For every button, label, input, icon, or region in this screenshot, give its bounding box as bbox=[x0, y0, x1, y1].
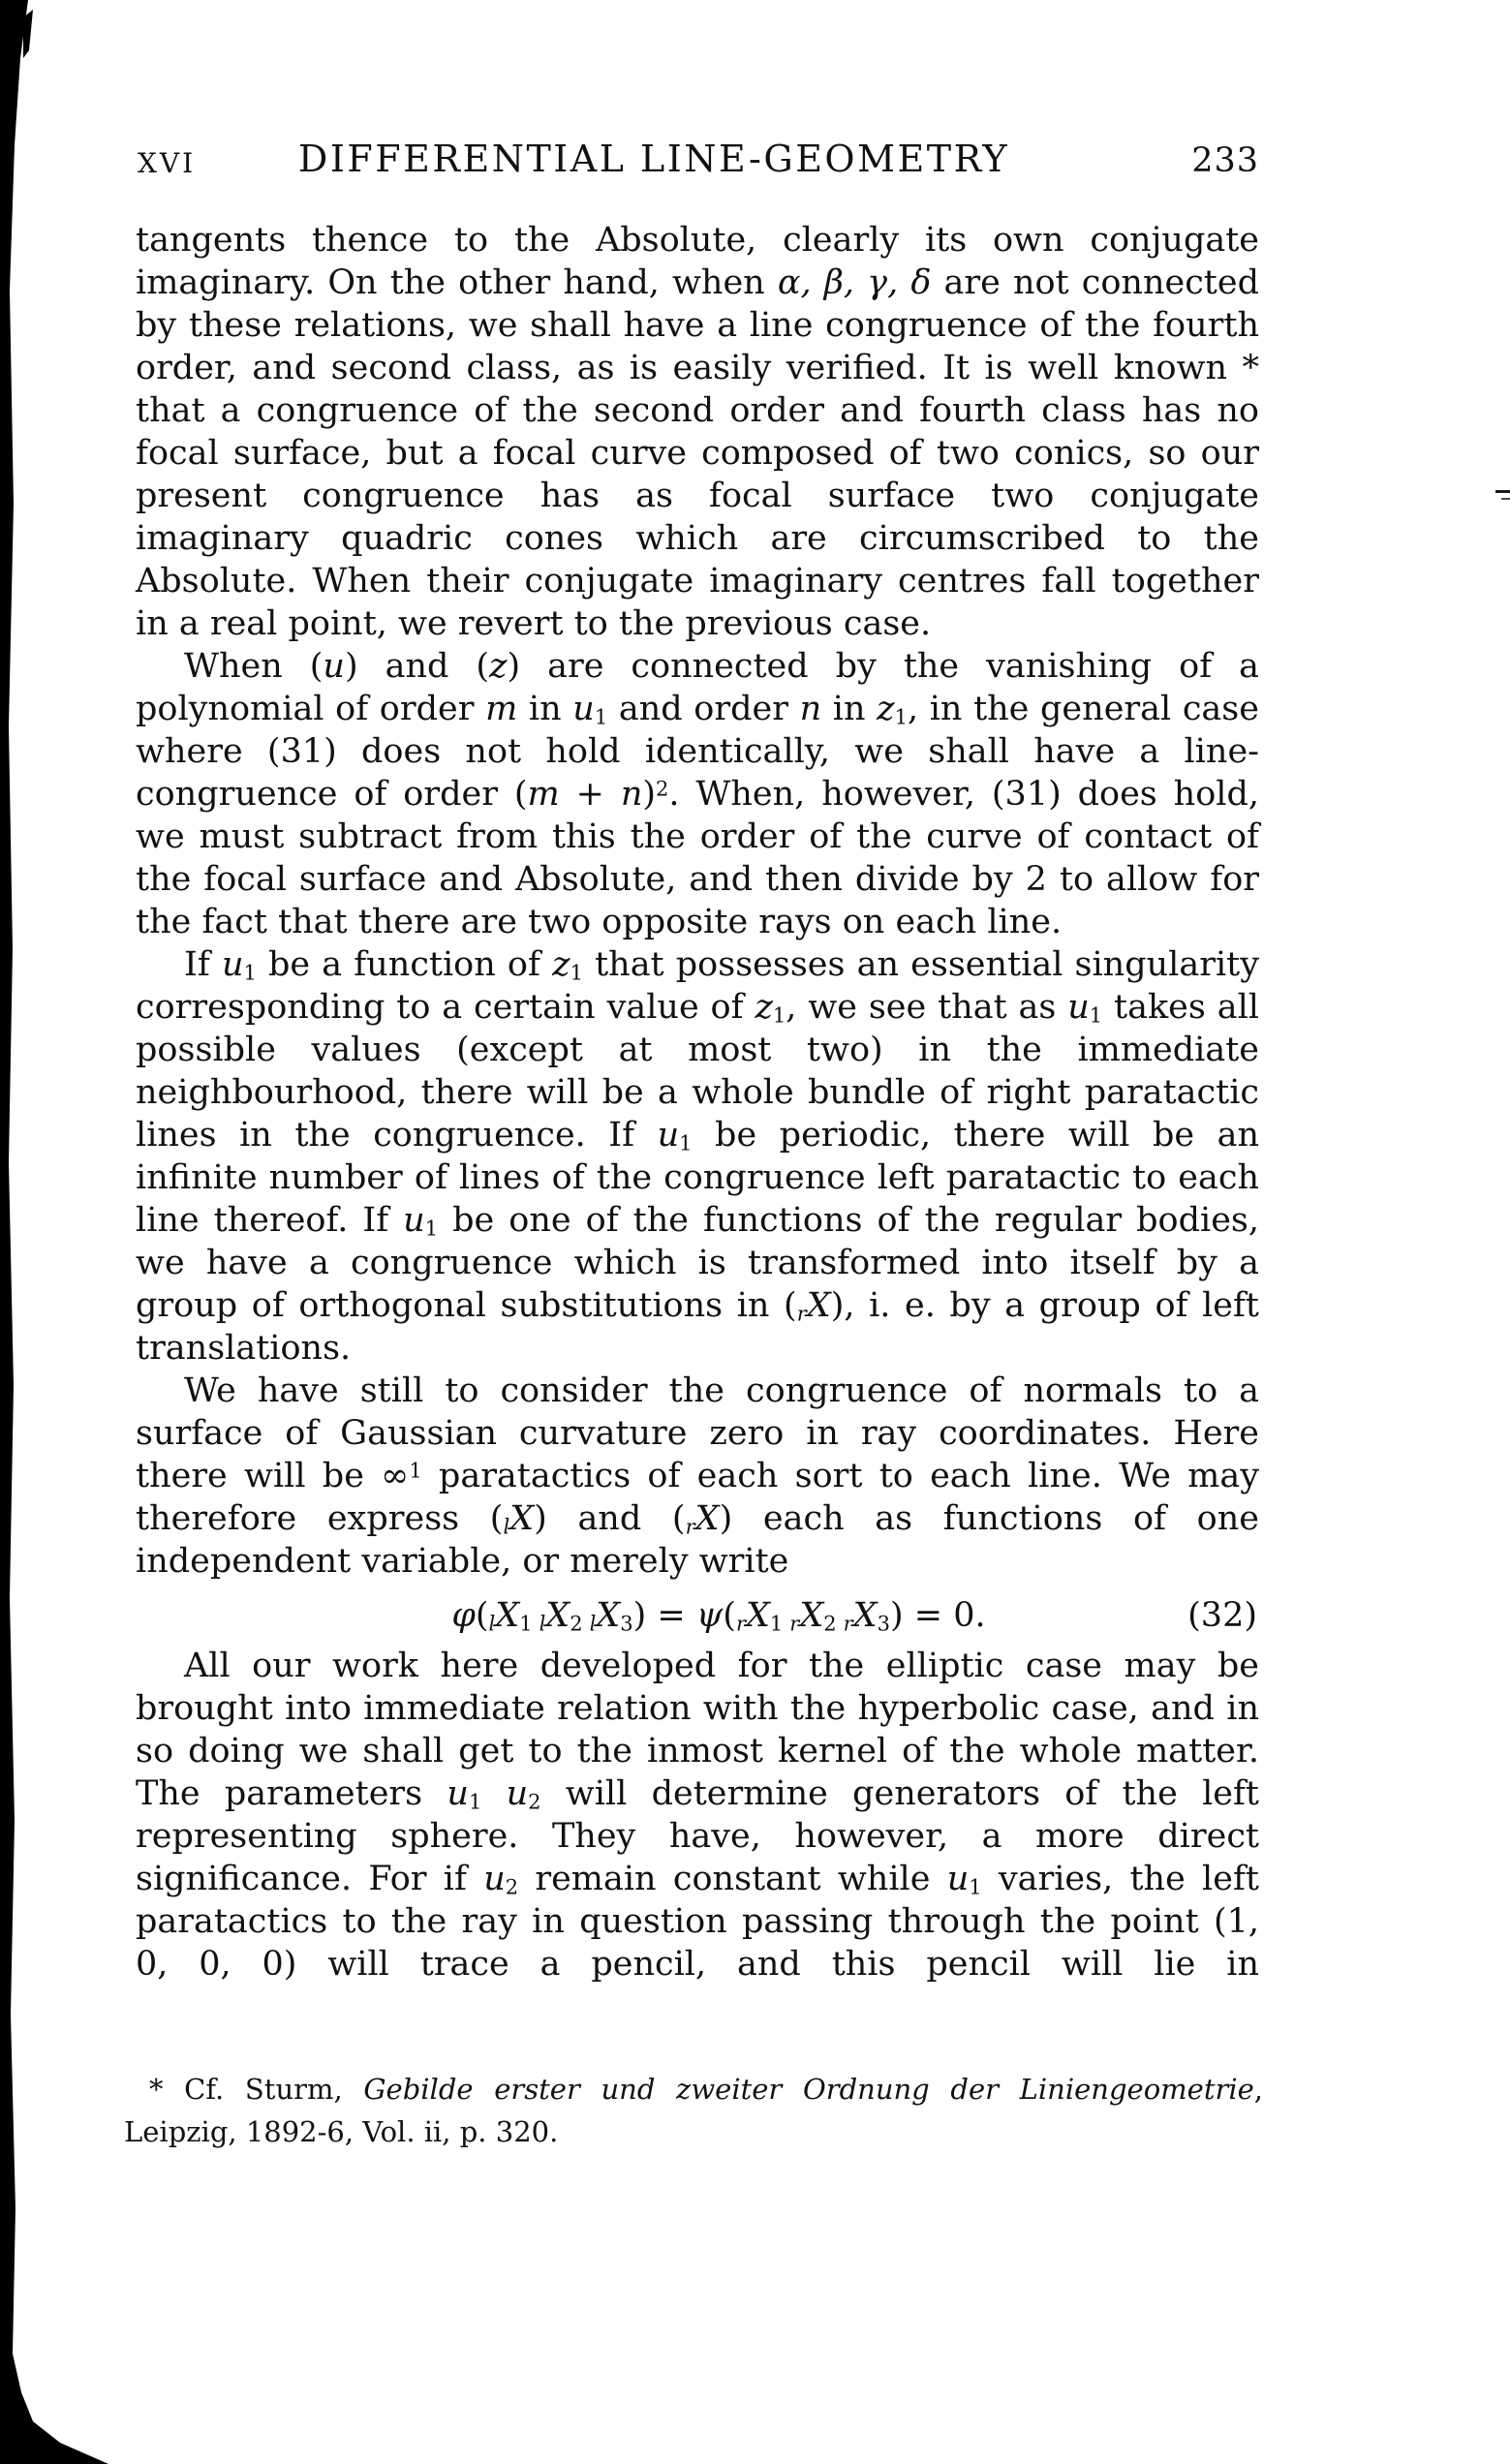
text-run: 1 bbox=[594, 705, 608, 729]
text-run: be one of the functions of the regular bodies, we have a congruence which is transformed into itself by a group of orthogonal substitutions in ( bbox=[136, 1201, 1259, 1325]
text-run: z bbox=[755, 988, 773, 1027]
text-run: If bbox=[184, 945, 222, 984]
paragraph-4 bbox=[136, 1370, 1259, 1583]
text-run: u bbox=[572, 690, 595, 728]
text-run: l bbox=[589, 1612, 597, 1636]
text-run: 3 bbox=[877, 1612, 890, 1636]
text-run: that possesses an essential singularity corresponding to a certain value of bbox=[136, 945, 1259, 1027]
text-run: u bbox=[403, 1201, 425, 1240]
running-title: DIFFERENTIAL LINE-GEOMETRY bbox=[297, 138, 1010, 180]
text-run: , in the general case where (31) does not hold identically, we shall have a line-congruence of order ( bbox=[136, 690, 1259, 814]
running-head bbox=[136, 136, 1259, 180]
text-run: X bbox=[509, 1499, 535, 1538]
text-run: 1 bbox=[424, 1217, 439, 1241]
scan-binding-artifact-left bbox=[0, 0, 126, 2464]
text-run: X bbox=[745, 1596, 770, 1635]
scan-mark-right-edge bbox=[1495, 490, 1510, 493]
text-run: 1 bbox=[519, 1612, 533, 1636]
text-run: 2 bbox=[656, 777, 669, 801]
text-run: will determine generators of the left representing sphere. They have, however, a more direct significance. For if bbox=[136, 1774, 1259, 1898]
text-run: X bbox=[694, 1499, 720, 1538]
text-run: ) = bbox=[632, 1596, 696, 1635]
text-run: 2 bbox=[570, 1612, 583, 1636]
chapter-number: XVI bbox=[138, 147, 197, 179]
text-run: m bbox=[527, 775, 560, 814]
text-run: + bbox=[559, 775, 621, 814]
text-run: When ( bbox=[184, 647, 324, 686]
text-run: 1 bbox=[679, 1131, 693, 1155]
text-run: X bbox=[806, 1286, 831, 1325]
text-run: 1 bbox=[409, 1459, 422, 1483]
text-run: z bbox=[489, 647, 508, 686]
text-run: ψ bbox=[695, 1596, 724, 1635]
text-run: ), i. e. by a group of left translations. bbox=[136, 1286, 1259, 1368]
text-run: in bbox=[517, 690, 573, 728]
text-run: u bbox=[506, 1774, 529, 1813]
text-run: X bbox=[799, 1596, 824, 1635]
text-run: z bbox=[877, 690, 895, 728]
text-run: be periodic, there will be an infinite number of lines of the congruence left paratactic to each line thereof. If bbox=[136, 1116, 1260, 1240]
text-run: 1 bbox=[570, 961, 583, 985]
text-run: ( bbox=[475, 1596, 489, 1635]
text-run: 2 bbox=[505, 1875, 519, 1899]
text-run: ) are connected by the vanishing of a polynomial of order bbox=[136, 647, 1259, 728]
text-run: * Cf. Sturm, bbox=[149, 2073, 364, 2106]
text-run: ) and ( bbox=[534, 1499, 686, 1538]
text-run: ) each as functions of one independent variable, or merely write bbox=[136, 1499, 1259, 1581]
paragraph-3 bbox=[136, 943, 1259, 1370]
text-run: ) and ( bbox=[344, 647, 490, 686]
equation-expression bbox=[451, 1594, 985, 1637]
text-run: 2 bbox=[528, 1790, 541, 1814]
text-run: are not connected by these relations, we shall have a line congruence of the fourth order, and second class, as is easily verified. It is well known * that a congruence of the second order and fourth class has no focal surface, but a focal curve composed of two conics, so our present congruence has as focal surface two conjugate imaginary quadric cones which are circumscribed to the Absolute. When their conjugate imaginary centres fall together in a real point, we revert to the previous case. bbox=[136, 263, 1259, 643]
text-run: u bbox=[447, 1774, 469, 1813]
text-run: 1 bbox=[769, 1612, 784, 1636]
text-run bbox=[783, 1596, 789, 1635]
text-run: Gebilde erster und zweiter Ordnung der Liniengeometrie bbox=[363, 2073, 1254, 2106]
text-run: u bbox=[657, 1116, 680, 1155]
scan-mark-right-edge-2 bbox=[1501, 498, 1510, 500]
text-run: 1 bbox=[772, 1003, 786, 1028]
text-run: ) = 0. bbox=[889, 1596, 986, 1635]
equation-number: (32) bbox=[1187, 1596, 1257, 1635]
text-run: in bbox=[821, 690, 878, 728]
text-run: l bbox=[503, 1515, 510, 1539]
text-run: and order bbox=[607, 690, 800, 728]
equation-32 bbox=[136, 1594, 1259, 1637]
text-run: u bbox=[323, 647, 345, 686]
text-run: paratactics of each sort to each line. We may therefore express ( bbox=[136, 1457, 1259, 1538]
text-column bbox=[136, 219, 1259, 1986]
paragraph-5 bbox=[136, 1645, 1259, 1986]
text-run: All our work here developed for the elliptic case may be brought into immediate relation with the hyperbolic case, and in so doing we shall get to the inmost kernel of the whole matter. The parameters bbox=[136, 1647, 1259, 1813]
paragraph-1 bbox=[136, 219, 1259, 645]
text-run: φ bbox=[451, 1596, 476, 1635]
footnote bbox=[124, 2068, 1263, 2153]
text-run: We have still to consider the congruence of normals to a surface of Gaussian curvature zero in ray coordinates. Here there will be ∞ bbox=[136, 1371, 1259, 1495]
text-run: z bbox=[552, 945, 570, 984]
text-run: X bbox=[495, 1596, 520, 1635]
text-run: m bbox=[485, 690, 518, 728]
text-run: tangents thence to the Absolute, clearly its own conjugate imaginary. On the other hand, when bbox=[136, 221, 1259, 302]
text-run: , Leipzig, 1892-6, Vol. ii, p. 320. bbox=[124, 2073, 1263, 2148]
text-run: r bbox=[735, 1612, 746, 1636]
text-run: X bbox=[596, 1596, 621, 1635]
text-run: ( bbox=[723, 1596, 736, 1635]
text-run: 1 bbox=[243, 961, 257, 985]
text-run: u bbox=[1067, 988, 1090, 1027]
paragraph-2 bbox=[136, 645, 1259, 943]
text-run: 1 bbox=[1089, 1003, 1103, 1028]
text-run: 1 bbox=[894, 705, 908, 729]
text-run: r bbox=[789, 1612, 800, 1636]
text-run: n bbox=[620, 775, 643, 814]
text-run: l bbox=[488, 1612, 496, 1636]
text-run: 3 bbox=[620, 1612, 633, 1636]
text-run: u bbox=[483, 1860, 506, 1898]
text-run: n bbox=[799, 690, 822, 728]
text-run: u bbox=[221, 945, 244, 984]
text-run: l bbox=[539, 1612, 546, 1636]
text-run: , we see that as bbox=[786, 988, 1068, 1027]
text-run: r bbox=[796, 1302, 807, 1326]
text-run: u bbox=[946, 1860, 970, 1898]
text-run: remain constant while bbox=[518, 1860, 947, 1898]
text-run: 1 bbox=[969, 1875, 982, 1899]
text-run: 2 bbox=[823, 1612, 837, 1636]
page-number: 233 bbox=[1191, 141, 1259, 180]
text-run: α, β, γ, δ bbox=[777, 263, 932, 302]
text-run: . When, however, (31) does hold, we must subtract from this the order of the curve of contact of the focal surface and Absolute, and then divide by 2 to allow for the fact that there are two opposite rays on each line. bbox=[136, 775, 1260, 941]
text-run: ) bbox=[642, 775, 657, 814]
text-run bbox=[481, 1774, 506, 1813]
text-run: takes all possible values (except at most two) in the immediate neighbourhood, there will be a whole bundle of right paratactic lines in the congruence. If bbox=[136, 988, 1259, 1155]
text-run: be a function of bbox=[256, 945, 553, 984]
text-run: r bbox=[843, 1612, 853, 1636]
text-run: r bbox=[685, 1515, 695, 1539]
text-run: varies, the left paratactics to the ray in question passing through the point (1, 0, 0, 0) will trace a pencil, and this pencil will lie in bbox=[136, 1860, 1259, 1984]
text-run: X bbox=[852, 1596, 878, 1635]
text-run: X bbox=[545, 1596, 570, 1635]
text-run: 1 bbox=[468, 1790, 482, 1814]
